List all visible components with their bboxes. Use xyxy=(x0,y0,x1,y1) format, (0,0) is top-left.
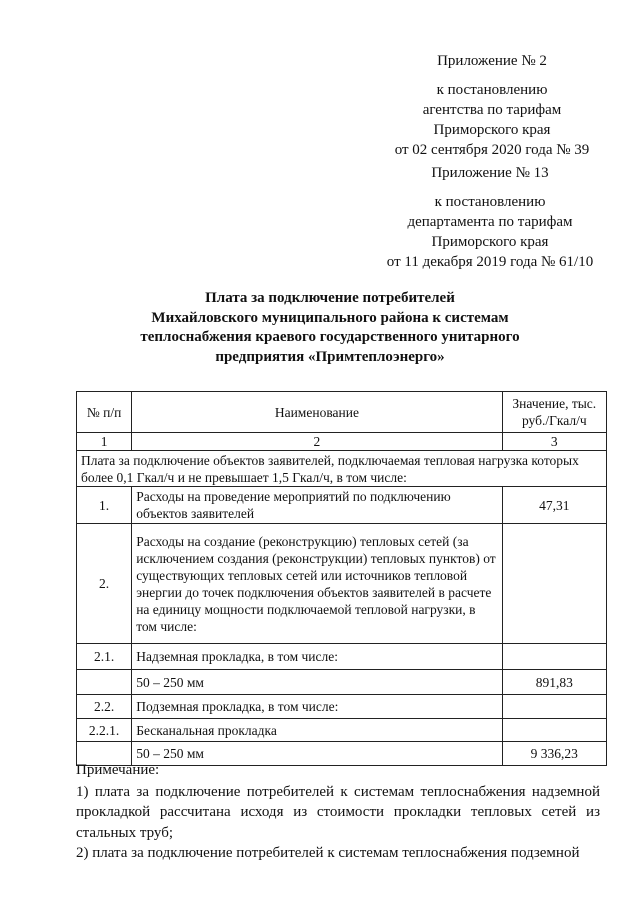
document-title xyxy=(100,289,560,367)
table-row xyxy=(77,487,607,524)
note-label: Примечание: xyxy=(76,762,160,778)
table-header-row xyxy=(77,392,607,433)
row-value xyxy=(502,719,606,742)
note-item: 1) плата за подключение потребителей к системам теплоснабжения надземной прокладкой рассчитана исходя из стоимости прокладки тепловых сетей из стальных труб; xyxy=(76,783,600,841)
annex-13-line: департамента по тарифам xyxy=(407,214,573,230)
title-line: теплоснабжения краевого государственного унитарного xyxy=(140,329,520,345)
annex-2-line: агентства по тарифам xyxy=(422,102,562,118)
row-name: 50 – 250 мм xyxy=(132,670,502,695)
annex-2-heading: Приложение № 2 xyxy=(437,53,547,69)
row-name: Расходы на проведение мероприятий по подключению объектов заявителей xyxy=(132,487,502,524)
row-num: 2. xyxy=(77,524,132,644)
row-name: 50 – 250 мм xyxy=(132,742,502,766)
annex-13-heading: Приложение № 13 xyxy=(431,165,549,181)
row-value: 891,83 xyxy=(502,670,606,695)
table-span-row xyxy=(77,451,607,487)
row-num: 2.2.1. xyxy=(77,719,132,742)
note-section xyxy=(76,760,600,864)
header-name: Наименование xyxy=(132,392,502,433)
span-cell: Плата за подключение объектов заявителей, подключаемая тепловая нагрузка которых более 0,1 Гкал/ч и не превышает 1,5 Гкал/ч, в том числе: xyxy=(77,451,607,487)
table-row xyxy=(77,695,607,719)
row-name: Расходы на создание (реконструкцию) тепловых сетей (за исключением создания (реконструкции) тепловых пунктов) от существующих тепловых сетей или источников тепловой энергии до точек подключения объектов заявителей в расчете на единицу мощности подключаемой тепловой нагрузки, в том числе: xyxy=(132,524,502,644)
annex-13-line: Приморского края xyxy=(431,234,549,250)
row-name: Надземная прокладка, в том числе: xyxy=(132,644,502,670)
table-row xyxy=(77,719,607,742)
annex-13-line: от 11 декабря 2019 года № 61/10 xyxy=(386,254,594,270)
title-line: Михайловского муниципального района к системам xyxy=(151,309,509,326)
row-num: 2.1. xyxy=(77,644,132,670)
annex-2-block xyxy=(392,51,592,160)
table-index-row xyxy=(77,433,607,451)
index-cell: 1 xyxy=(77,433,132,451)
note-item: 2) плата за подключение потребителей к системам теплоснабжения подземной xyxy=(76,845,580,861)
row-name: Подземная прокладка, в том числе: xyxy=(132,695,502,719)
annex-13-line: к постановлению xyxy=(434,194,546,210)
row-value xyxy=(502,695,606,719)
header-num: № п/п xyxy=(77,392,132,433)
row-num xyxy=(77,670,132,695)
annex-13-block xyxy=(376,163,604,272)
row-value: 47,31 xyxy=(502,487,606,524)
header-value: Значение, тыс. руб./Гкал/ч xyxy=(502,392,606,433)
row-value xyxy=(502,524,606,644)
fee-table xyxy=(76,391,607,766)
row-value: 9 336,23 xyxy=(502,742,606,766)
table-row xyxy=(77,524,607,644)
title-line: предприятия «Примтеплоэнерго» xyxy=(215,348,445,365)
index-cell: 3 xyxy=(502,433,606,451)
annex-2-line: Приморского края xyxy=(433,122,551,138)
row-value xyxy=(502,644,606,670)
index-cell: 2 xyxy=(132,433,502,451)
title-line: Плата за подключение потребителей xyxy=(205,290,455,306)
annex-2-line: к постановлению xyxy=(436,82,548,98)
annex-2-line: от 02 сентября 2020 года № 39 xyxy=(394,142,590,158)
table-row xyxy=(77,670,607,695)
row-num: 2.2. xyxy=(77,695,132,719)
row-name: Бесканальная прокладка xyxy=(132,719,502,742)
table-row xyxy=(77,644,607,670)
row-num: 1. xyxy=(77,487,132,524)
